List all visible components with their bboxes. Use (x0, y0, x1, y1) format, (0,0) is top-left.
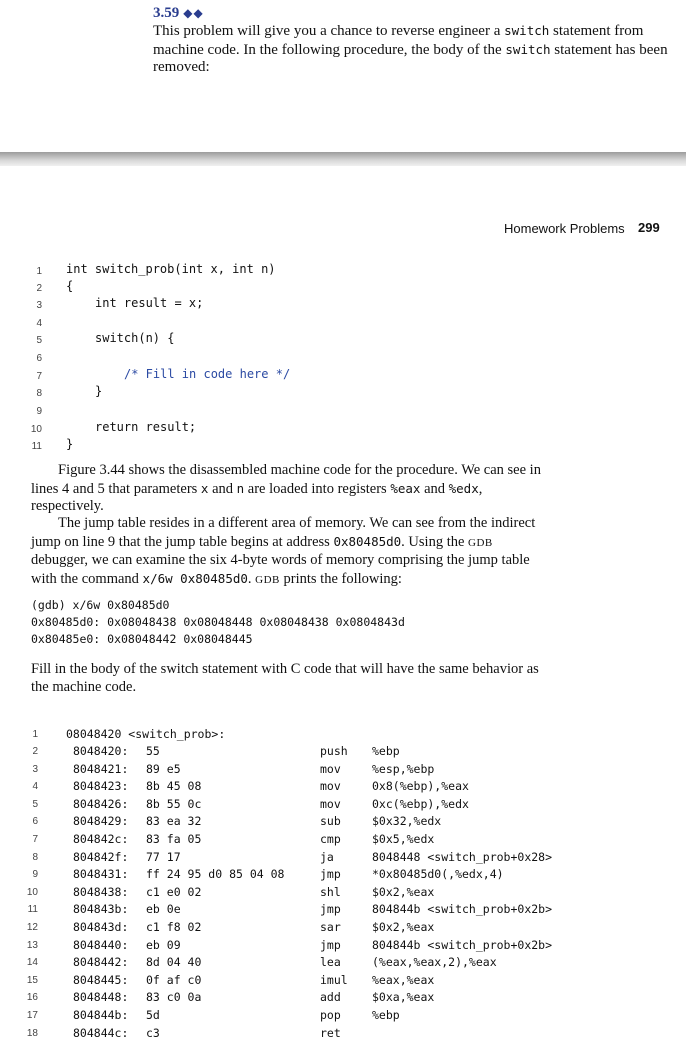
asm-function-label: 08048420 <switch_prob>: (66, 727, 226, 741)
asm-operands: $0x32,%edx (372, 814, 442, 829)
asm-row (0, 850, 686, 867)
asm-opcode: cmp (320, 832, 341, 846)
c-code-line: int switch_prob(int x, int n) (66, 262, 276, 276)
asm-opcode: pop (320, 1008, 341, 1022)
asm-opcode: mov (320, 796, 341, 811)
asm-line-number: 18 (26, 1027, 38, 1039)
asm-opcode: lea (320, 955, 341, 970)
paragraph-jump-table: The jump table resides in a different area of memory. We can see from the indirect jump on line 9 that the jump table begins at address 0x80485d0. Using the GDB debugger, we can examine the six 4-byte words of memory comprising the jump table with the command x/6w 0x80485d0. GDB prints the following: (31, 515, 536, 587)
asm-address: 8048448: (73, 990, 129, 1005)
asm-operands: $0x2,%eax (372, 884, 435, 899)
asm-row (0, 832, 686, 849)
asm-address: 8048440: (73, 937, 129, 952)
asm-row (0, 920, 686, 937)
asm-line-number: 9 (32, 869, 38, 881)
asm-line-number: 12 (26, 922, 38, 933)
asm-bytes: 55 (146, 744, 160, 758)
asm-bytes: ff 24 95 d0 85 04 08 (146, 867, 285, 882)
asm-operands: %ebp (372, 1008, 400, 1022)
asm-row (0, 902, 686, 919)
asm-row (0, 938, 686, 955)
asm-operands: 804844b <switch_prob+0x2b> (372, 937, 553, 952)
asm-line-number: 4 (32, 781, 38, 793)
asm-row (0, 1026, 686, 1043)
c-line-number: 2 (36, 283, 42, 294)
asm-address: 8048431: (73, 867, 129, 882)
asm-opcode: mov (320, 779, 341, 794)
asm-bytes: 83 fa 05 (146, 832, 202, 846)
asm-line-number: 11 (27, 904, 38, 916)
asm-address: 804844b: (73, 1008, 129, 1022)
problem-number: 3.59 ◆◆ (153, 5, 204, 21)
asm-address: 8048438: (73, 884, 129, 899)
asm-row (0, 955, 686, 972)
c-line-number: 1 (36, 266, 42, 277)
asm-operands: $0x5,%edx (372, 832, 435, 846)
asm-opcode: shl (320, 884, 341, 899)
asm-address: 8048429: (73, 814, 129, 829)
asm-line-number: 14 (26, 957, 38, 969)
asm-operands: %esp,%ebp (372, 761, 435, 776)
c-line-number: 8 (36, 388, 42, 399)
asm-operands: $0xa,%eax (372, 990, 435, 1005)
asm-operands: 804844b <switch_prob+0x2b> (372, 902, 553, 917)
asm-line-number: 13 (26, 939, 38, 951)
asm-address: 8048421: (73, 761, 129, 776)
asm-row (0, 1008, 686, 1025)
asm-operands: 0xc(%ebp),%edx (372, 796, 469, 811)
asm-opcode: jmp (320, 902, 341, 917)
c-line-number: 7 (36, 371, 42, 382)
asm-operands: *0x80485d0(,%edx,4) (372, 867, 504, 882)
c-line-number: 11 (31, 441, 42, 452)
problem-intro: This problem will give you a chance to reverse engineer a switch statement from machine code. In the following procedure, the body of the switch statement has been removed: (153, 23, 668, 75)
asm-address: 8048420: (73, 744, 129, 758)
asm-line-number: 3 (32, 763, 38, 775)
c-code-line: } (66, 437, 74, 451)
asm-bytes: 83 ea 32 (146, 814, 202, 829)
asm-header-row (0, 727, 686, 744)
asm-bytes: 83 c0 0a (146, 990, 202, 1005)
asm-line-number: 15 (26, 974, 38, 986)
asm-opcode: jmp (320, 867, 341, 882)
asm-opcode: add (320, 990, 341, 1005)
asm-line-number: 5 (32, 798, 38, 810)
page-number: 299 (638, 220, 660, 235)
c-line-number: 10 (30, 424, 42, 435)
asm-opcode: imul (320, 972, 348, 987)
asm-opcode: ret (320, 1025, 341, 1040)
c-line-number: 5 (36, 335, 42, 346)
c-code-line: switch(n) { (95, 331, 175, 345)
asm-row (0, 867, 686, 884)
asm-address: 804843d: (73, 920, 129, 934)
asm-row (0, 779, 686, 796)
asm-address: 804843b: (73, 902, 129, 917)
gdb-output-line: 0x80485e0: 0x08048442 0x08048445 (31, 632, 253, 646)
difficulty-icon: ◆◆ (183, 6, 204, 20)
asm-opcode: sub (320, 814, 341, 829)
asm-line-number: 17 (26, 1010, 38, 1021)
asm-bytes: eb 0e (146, 902, 181, 917)
asm-operands: $0x2,%eax (372, 920, 435, 934)
asm-opcode: push (320, 744, 348, 758)
asm-row (0, 973, 686, 990)
asm-bytes: 8b 45 08 (146, 779, 202, 794)
asm-bytes: 5d (146, 1008, 160, 1022)
asm-address: 804842c: (73, 832, 129, 846)
asm-bytes: c1 e0 02 (146, 884, 202, 899)
asm-opcode: ja (320, 849, 334, 864)
asm-bytes: 89 e5 (146, 761, 181, 776)
asm-line-number: 16 (26, 992, 38, 1004)
asm-bytes: eb 09 (146, 937, 181, 952)
asm-bytes: 8b 55 0c (146, 796, 202, 811)
c-line-number: 9 (36, 406, 42, 417)
page-divider (0, 152, 686, 166)
asm-line-number: 8 (32, 851, 38, 863)
asm-opcode: mov (320, 761, 341, 776)
asm-bytes: c3 (146, 1025, 160, 1040)
asm-opcode: jmp (320, 937, 341, 952)
asm-line-number: 1 (32, 729, 38, 740)
asm-bytes: 0f af c0 (146, 972, 202, 987)
asm-operands: %ebp (372, 744, 400, 758)
gdb-output-line: 0x80485d0: 0x08048438 0x08048448 0x08048438 0x0804843d (31, 615, 405, 629)
asm-opcode: sar (320, 920, 341, 934)
asm-address: 8048442: (73, 955, 129, 970)
asm-line-number: 6 (32, 816, 38, 828)
asm-operands: %eax,%eax (372, 972, 435, 987)
c-code-line: return result; (95, 420, 197, 434)
asm-bytes: c1 f8 02 (146, 920, 202, 934)
asm-address: 8048426: (73, 796, 129, 811)
asm-line-number: 7 (32, 834, 38, 845)
asm-row (0, 762, 686, 779)
asm-operands: 0x8(%ebp),%eax (372, 779, 469, 794)
asm-row (0, 885, 686, 902)
c-code-line: int result = x; (95, 296, 204, 310)
c-code-line: { (66, 279, 74, 293)
asm-address: 8048445: (73, 972, 129, 987)
asm-bytes: 8d 04 40 (146, 955, 202, 970)
paragraph-figure-description: Figure 3.44 shows the disassembled machine code for the procedure. We can see in lines 4 and 5 that parameters x and n are loaded into registers %eax and %edx, respectively. (31, 462, 541, 514)
asm-row (0, 744, 686, 761)
asm-row (0, 797, 686, 814)
gdb-command-line: (gdb) x/6w 0x80485d0 (31, 598, 170, 612)
c-line-number: 3 (36, 300, 42, 311)
asm-address: 804842f: (73, 849, 129, 864)
asm-address: 804844c: (73, 1025, 129, 1040)
running-header-title: Homework Problems (504, 221, 625, 236)
c-code-line: } (95, 384, 103, 398)
asm-line-number: 10 (26, 886, 38, 898)
asm-row (0, 990, 686, 1007)
c-line-number: 6 (36, 353, 42, 364)
asm-bytes: 77 17 (146, 849, 181, 864)
asm-address: 8048423: (73, 779, 129, 794)
asm-operands: (%eax,%eax,2),%eax (372, 955, 497, 970)
asm-row (0, 814, 686, 831)
paragraph-task: Fill in the body of the switch statement with C code that will have the same behavior as the machine code. (31, 661, 539, 695)
asm-operands: 8048448 <switch_prob+0x28> (372, 849, 553, 864)
c-line-number: 4 (36, 318, 42, 329)
asm-line-number: 2 (32, 746, 38, 757)
c-code-comment: /* Fill in code here */ (124, 367, 291, 381)
